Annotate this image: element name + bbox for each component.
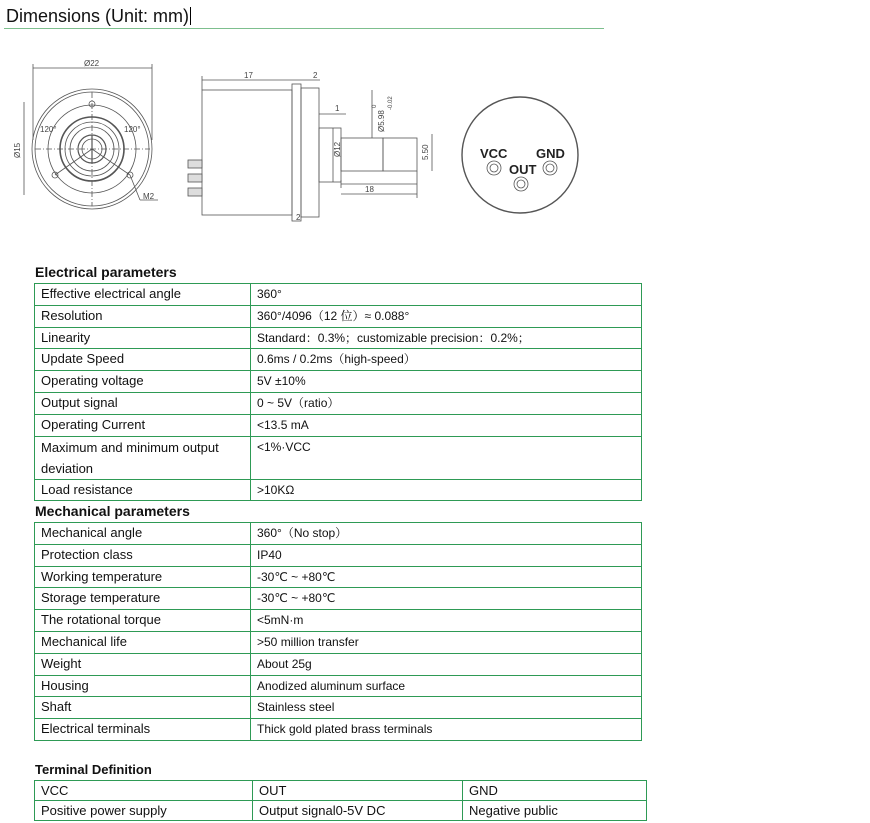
param-value: <5mN·m [251, 610, 642, 632]
table-row [35, 631, 642, 653]
param-value: Anodized aluminum surface [251, 675, 642, 697]
terminal-title: Terminal Definition [35, 762, 152, 777]
side-flange-top: 2 [313, 71, 318, 80]
terminal-desc-row [35, 801, 647, 821]
param-value: Standard：0.3%；customizable precision：0.2%； [251, 327, 642, 349]
table-row [35, 327, 642, 349]
param-name: Update Speed [35, 349, 251, 371]
side-view [188, 71, 432, 222]
terminal-desc-cell: Output signal0-5V DC [253, 801, 463, 821]
param-name: Mechanical angle [35, 523, 251, 545]
table-row [35, 610, 642, 632]
mechanical-title: Mechanical parameters [35, 503, 190, 519]
side-flat: 5.50 [421, 144, 430, 160]
table-row [35, 544, 642, 566]
table-row [35, 588, 642, 610]
param-value: >50 million transfer [251, 631, 642, 653]
param-name: Operating Current [35, 414, 251, 436]
param-name: Storage temperature [35, 588, 251, 610]
heading-underline [4, 28, 604, 29]
param-name: Weight [35, 653, 251, 675]
param-value: >10KΩ [251, 479, 642, 501]
table-row [35, 675, 642, 697]
table-row [35, 414, 642, 436]
front-angle-right: 120° [124, 125, 141, 134]
side-flange-bottom: 2 [296, 213, 301, 222]
table-row [35, 305, 642, 327]
param-name: Protection class [35, 544, 251, 566]
param-value: 5V ±10% [251, 371, 642, 393]
param-value: 360° [251, 284, 642, 306]
table-row [35, 566, 642, 588]
param-value: <1%·VCC [251, 436, 642, 479]
side-tol-top: 0 [372, 104, 378, 108]
text-caret [190, 7, 191, 25]
param-value: About 25g [251, 653, 642, 675]
back-out-label: OUT [509, 162, 537, 177]
front-view [13, 59, 158, 209]
param-value: 360°（No stop） [251, 523, 642, 545]
side-shaft-dia: Ø12 [333, 141, 342, 157]
param-value: 360°/4096（12 位）≈ 0.088° [251, 305, 642, 327]
table-row [35, 392, 642, 414]
param-name: Effective electrical angle [35, 284, 251, 306]
front-screw-label: M2 [143, 192, 155, 201]
side-shaft-length: 18 [365, 185, 374, 194]
param-value: -30℃ ~ +80℃ [251, 566, 642, 588]
param-value: 0 ~ 5V（ratio） [251, 392, 642, 414]
param-value: Stainless steel [251, 697, 642, 719]
param-name: Output signal [35, 392, 251, 414]
param-value: IP40 [251, 544, 642, 566]
side-body-length: 17 [244, 71, 253, 80]
param-name: The rotational torque [35, 610, 251, 632]
back-view [462, 97, 578, 213]
param-name: Mechanical life [35, 631, 251, 653]
param-name: Operating voltage [35, 371, 251, 393]
side-step: 1 [335, 104, 340, 113]
table-row [35, 371, 642, 393]
terminal-header-row [35, 781, 647, 801]
front-dia-outer-label: Ø22 [84, 59, 100, 68]
param-name: Working temperature [35, 566, 251, 588]
terminal-header-cell: OUT [253, 781, 463, 801]
table-row [35, 719, 642, 741]
front-dia-inner-label: Ø15 [13, 142, 22, 158]
electrical-table [34, 283, 642, 501]
terminal-header-cell: GND [463, 781, 647, 801]
terminal-desc-cell: Negative public [463, 801, 647, 821]
terminal-desc-cell: Positive power supply [35, 801, 253, 821]
param-value: <13.5 mA [251, 414, 642, 436]
param-name: Shaft [35, 697, 251, 719]
heading-text: Dimensions (Unit: mm) [6, 6, 190, 26]
param-name: Load resistance [35, 479, 251, 501]
table-row [35, 697, 642, 719]
terminal-header-cell: VCC [35, 781, 253, 801]
param-name: Maximum and minimum output deviation [35, 436, 251, 479]
table-row [35, 284, 642, 306]
param-name: Electrical terminals [35, 719, 251, 741]
param-value: -30℃ ~ +80℃ [251, 588, 642, 610]
front-angle-left: 120° [40, 125, 57, 134]
param-value: 0.6ms / 0.2ms（high-speed） [251, 349, 642, 371]
electrical-title: Electrical parameters [35, 264, 177, 280]
param-value: Thick gold plated brass terminals [251, 719, 642, 741]
side-tol-bottom: -0.02 [388, 96, 394, 110]
page-heading [6, 6, 191, 27]
back-vcc-label: VCC [480, 146, 508, 161]
param-name: Resolution [35, 305, 251, 327]
table-row [35, 653, 642, 675]
table-row [35, 523, 642, 545]
terminal-table [34, 780, 647, 821]
dimension-drawing [0, 40, 870, 240]
param-name: Linearity [35, 327, 251, 349]
table-row [35, 436, 642, 479]
back-gnd-label: GND [536, 146, 565, 161]
table-row [35, 349, 642, 371]
table-row [35, 479, 642, 501]
side-shaft-tip-dia: Ø5.98 [377, 110, 386, 132]
mechanical-table [34, 522, 642, 741]
param-name: Housing [35, 675, 251, 697]
